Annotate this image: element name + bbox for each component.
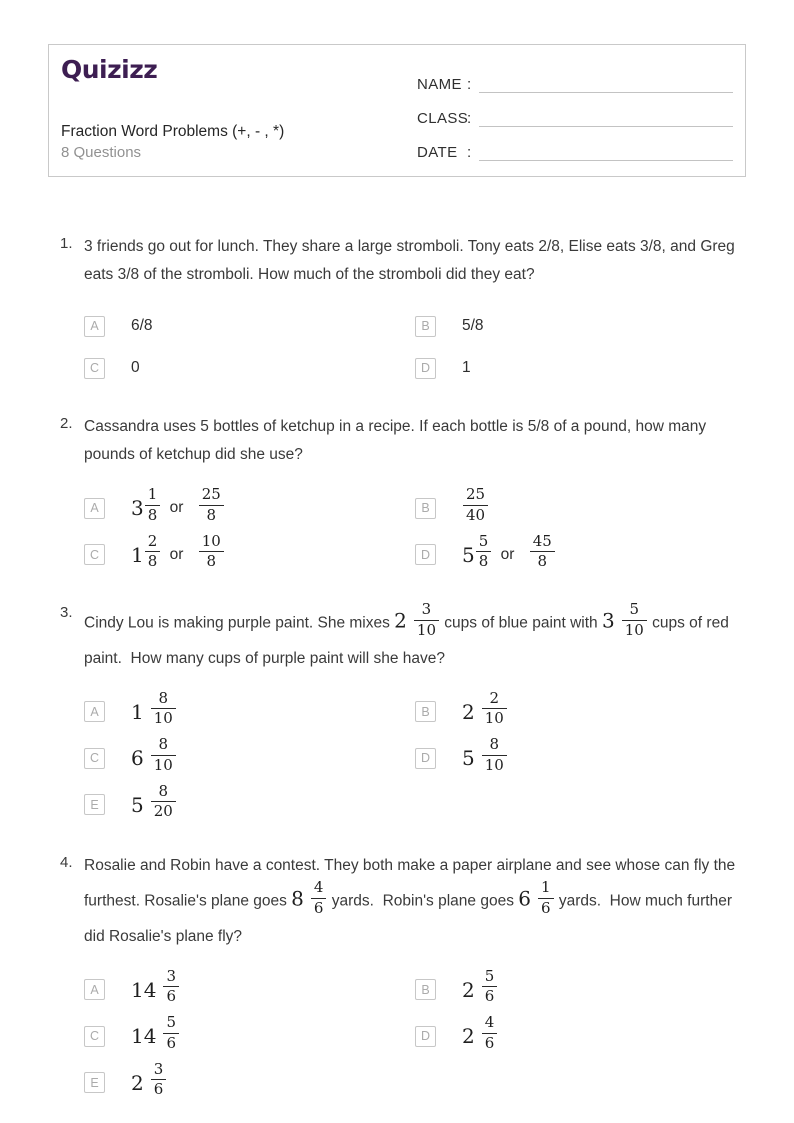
fraction-numerator: 2	[145, 534, 161, 553]
option-row	[415, 485, 746, 532]
option-content	[131, 688, 177, 734]
mixed-number-whole: 3	[131, 496, 144, 521]
text-run: or	[165, 499, 188, 517]
option-letter-box: A	[84, 701, 105, 722]
options-grid	[84, 689, 746, 829]
text-run: Rosalie and Robin have a contest. They both make a paper airplane and see whose can fly the furthest. Rosalie's plane goes	[84, 857, 740, 910]
name-write-line	[479, 71, 733, 93]
option-content	[462, 966, 498, 1012]
question	[48, 852, 746, 1106]
fraction-numerator: 8	[151, 784, 176, 803]
question-prompt	[84, 852, 746, 951]
option-letter-box: E	[84, 1072, 105, 1093]
date-write-line	[479, 139, 733, 161]
fraction-numerator: 3	[163, 969, 179, 988]
fraction	[151, 1059, 167, 1099]
fraction	[482, 688, 507, 728]
fraction-denominator: 6	[313, 898, 324, 917]
options-grid	[84, 485, 746, 578]
fraction	[145, 487, 161, 524]
question-body	[84, 852, 746, 1106]
date-colon: :	[467, 144, 472, 161]
option-content	[462, 688, 508, 734]
class-label: CLASS	[417, 110, 469, 127]
mixed-number-whole: 2	[131, 1070, 144, 1095]
fraction-numerator: 4	[482, 1015, 498, 1034]
fraction	[476, 531, 492, 571]
text-run: Cassandra uses 5 bottles of ketchup in a recipe. If each bottle is 5/8 of a pound, how many pounds of ketchup did she use?	[84, 418, 711, 463]
fraction-numerator: 25	[463, 487, 488, 506]
option-content	[462, 737, 508, 780]
fraction-denominator: 10	[484, 755, 504, 774]
mixed-number-whole: 5	[462, 746, 475, 771]
fraction-denominator: 20	[153, 802, 173, 821]
option-letter-box: A	[84, 979, 105, 1000]
date-label: DATE	[417, 144, 458, 161]
question-prompt	[84, 602, 746, 673]
question-prompt	[84, 413, 746, 469]
fraction-denominator: 6	[540, 898, 551, 917]
option-row	[84, 532, 415, 579]
mixed-number-whole: 2	[462, 977, 475, 1002]
fraction-numerator: 5	[476, 534, 492, 553]
mixed-number-whole: 6	[131, 746, 144, 771]
mixed-number-whole: 5	[131, 792, 144, 817]
option-row	[84, 347, 415, 389]
fraction-numerator: 3	[414, 602, 439, 621]
fraction-numerator: 45	[530, 534, 555, 553]
fraction-denominator: 10	[153, 755, 173, 774]
fraction-denominator: 8	[206, 552, 216, 571]
option-row	[84, 1060, 415, 1107]
option-content	[462, 1015, 498, 1058]
question-number: 3.	[60, 604, 73, 621]
option-row	[84, 305, 415, 347]
mixed-number-whole: 8	[291, 886, 304, 911]
option-row	[84, 782, 415, 829]
option-letter-box: E	[84, 794, 105, 815]
date-field	[417, 129, 733, 161]
option-row	[415, 347, 746, 389]
text-run: 5/8	[462, 317, 484, 334]
quizizz-logo: Quizizz	[61, 55, 158, 84]
fraction	[151, 781, 176, 821]
text-run: cups of red paint. How many cups of purple paint will she have?	[84, 614, 734, 667]
fraction-denominator: 6	[484, 987, 495, 1006]
option-row	[84, 1013, 415, 1060]
option-content	[462, 531, 556, 577]
mixed-number-whole: 14	[131, 977, 157, 1002]
option-letter-box: C	[84, 358, 105, 379]
fraction	[414, 602, 439, 639]
fraction	[622, 602, 647, 639]
question-count: 8 Questions	[61, 143, 142, 161]
fraction-numerator: 8	[151, 691, 176, 710]
option-content	[131, 781, 177, 827]
fraction	[482, 1015, 498, 1052]
fraction-numerator: 1	[538, 880, 554, 899]
fraction-denominator: 6	[166, 987, 176, 1006]
option-letter-box: A	[84, 316, 105, 337]
text-run: 6/8	[131, 317, 153, 334]
mixed-number-whole: 5	[462, 542, 475, 567]
fraction	[151, 688, 176, 728]
question-body	[84, 413, 746, 578]
name-colon: :	[467, 76, 472, 93]
fraction	[199, 531, 224, 571]
option-content	[462, 359, 471, 377]
text-run: 0	[131, 359, 140, 376]
option-row	[415, 305, 746, 347]
option-letter-box: C	[84, 544, 105, 565]
fraction	[482, 966, 498, 1006]
mixed-number-whole: 14	[131, 1024, 157, 1049]
text-run: yards. How much further did Rosalie's plane fly?	[84, 892, 737, 945]
option-letter-box: D	[415, 358, 436, 379]
option-row	[84, 485, 415, 532]
fraction-numerator: 25	[199, 487, 224, 506]
fraction-numerator: 8	[482, 737, 507, 756]
question	[48, 413, 746, 578]
text-run: cups of blue paint with	[440, 614, 602, 632]
option-letter-box: B	[415, 979, 436, 1000]
mixed-number-whole: 6	[518, 886, 531, 911]
fraction-denominator: 10	[624, 620, 644, 639]
class-write-line	[479, 105, 733, 127]
fraction	[311, 880, 327, 917]
fraction-numerator: 5	[163, 1015, 179, 1034]
fraction-denominator: 8	[147, 552, 158, 571]
mixed-number-whole: 2	[462, 1024, 475, 1049]
fraction	[151, 737, 176, 774]
options-grid	[84, 967, 746, 1107]
option-row	[84, 967, 415, 1014]
text-run: yards. Robin's plane goes	[327, 892, 519, 910]
fraction-denominator: 6	[166, 1033, 176, 1052]
class-field	[417, 95, 733, 127]
fraction-denominator: 6	[153, 1080, 164, 1099]
mixed-number-whole: 3	[602, 608, 615, 633]
question-number: 1.	[60, 235, 73, 252]
option-letter-box: B	[415, 316, 436, 337]
option-letter-box: A	[84, 498, 105, 519]
option-content	[131, 1059, 167, 1105]
fraction-denominator: 8	[478, 552, 489, 571]
option-row	[415, 532, 746, 579]
question-body	[84, 233, 746, 389]
option-row	[84, 735, 415, 782]
fraction	[199, 487, 224, 524]
option-content	[131, 1015, 180, 1058]
option-row	[415, 967, 746, 1014]
name-field	[417, 61, 733, 93]
worksheet-title: Fraction Word Problems (+, - , *)	[61, 122, 285, 140]
fraction	[145, 531, 161, 571]
fraction-numerator: 2	[482, 691, 507, 710]
question-body	[84, 602, 746, 828]
mixed-number-whole: 1	[131, 542, 144, 567]
text-run: 3 friends go out for lunch. They share a large stromboli. Tony eats 2/8, Elise eats 3/8, and Greg eats 3/8 of the stromboli. How much of the stromboli did they eat?	[84, 238, 740, 283]
option-letter-box: B	[415, 498, 436, 519]
text-run: 1	[462, 359, 471, 376]
question	[48, 602, 746, 828]
title-block	[61, 122, 284, 163]
fraction-denominator: 10	[416, 620, 436, 639]
fraction-denominator: 6	[484, 1033, 495, 1052]
fraction-denominator: 10	[153, 709, 173, 728]
option-content	[131, 359, 140, 377]
option-letter-box: D	[415, 748, 436, 769]
question-number: 2.	[60, 415, 73, 432]
option-letter-box: B	[415, 701, 436, 722]
mixed-number-whole: 1	[131, 699, 144, 724]
option-row	[415, 1013, 746, 1060]
question	[48, 233, 746, 389]
text-run: or	[496, 545, 519, 563]
option-content	[131, 487, 225, 530]
option-content	[131, 737, 177, 780]
fraction-denominator: 8	[206, 505, 216, 524]
option-row	[415, 689, 746, 736]
option-content	[462, 317, 484, 335]
question-list	[48, 233, 746, 1106]
option-row	[415, 735, 746, 782]
fraction	[163, 966, 179, 1006]
option-content	[131, 531, 225, 577]
fraction	[463, 487, 488, 524]
fraction-denominator: 8	[537, 552, 547, 571]
fraction-numerator: 8	[151, 737, 176, 756]
header-left	[61, 57, 284, 163]
name-label: NAME	[417, 76, 462, 93]
fraction-denominator: 40	[466, 505, 486, 524]
fraction-numerator: 10	[199, 534, 224, 553]
fraction-denominator: 10	[484, 709, 504, 728]
fraction	[530, 531, 555, 571]
option-content	[131, 966, 180, 1012]
fraction-numerator: 5	[622, 602, 647, 621]
option-content	[462, 487, 489, 530]
option-letter-box: C	[84, 1026, 105, 1047]
fraction-numerator: 1	[145, 487, 161, 506]
fraction	[163, 1015, 179, 1052]
question-prompt	[84, 233, 746, 289]
options-grid	[84, 305, 746, 389]
option-letter-box: D	[415, 544, 436, 565]
fraction-denominator: 8	[147, 505, 158, 524]
text-run: or	[165, 545, 188, 563]
option-letter-box: C	[84, 748, 105, 769]
worksheet-header	[48, 44, 746, 177]
question-number: 4.	[60, 854, 73, 871]
fraction	[482, 737, 507, 774]
fraction-numerator: 4	[311, 880, 327, 899]
option-letter-box: D	[415, 1026, 436, 1047]
fraction-numerator: 3	[151, 1062, 167, 1081]
fraction-numerator: 5	[482, 969, 498, 988]
mixed-number-whole: 2	[462, 699, 475, 724]
fraction	[538, 880, 554, 917]
mixed-number-whole: 2	[394, 608, 407, 633]
class-colon: :	[467, 110, 472, 127]
text-run: Cindy Lou is making purple paint. She mixes	[84, 614, 395, 632]
option-content	[131, 317, 153, 335]
option-row	[84, 689, 415, 736]
header-fields	[417, 57, 733, 163]
